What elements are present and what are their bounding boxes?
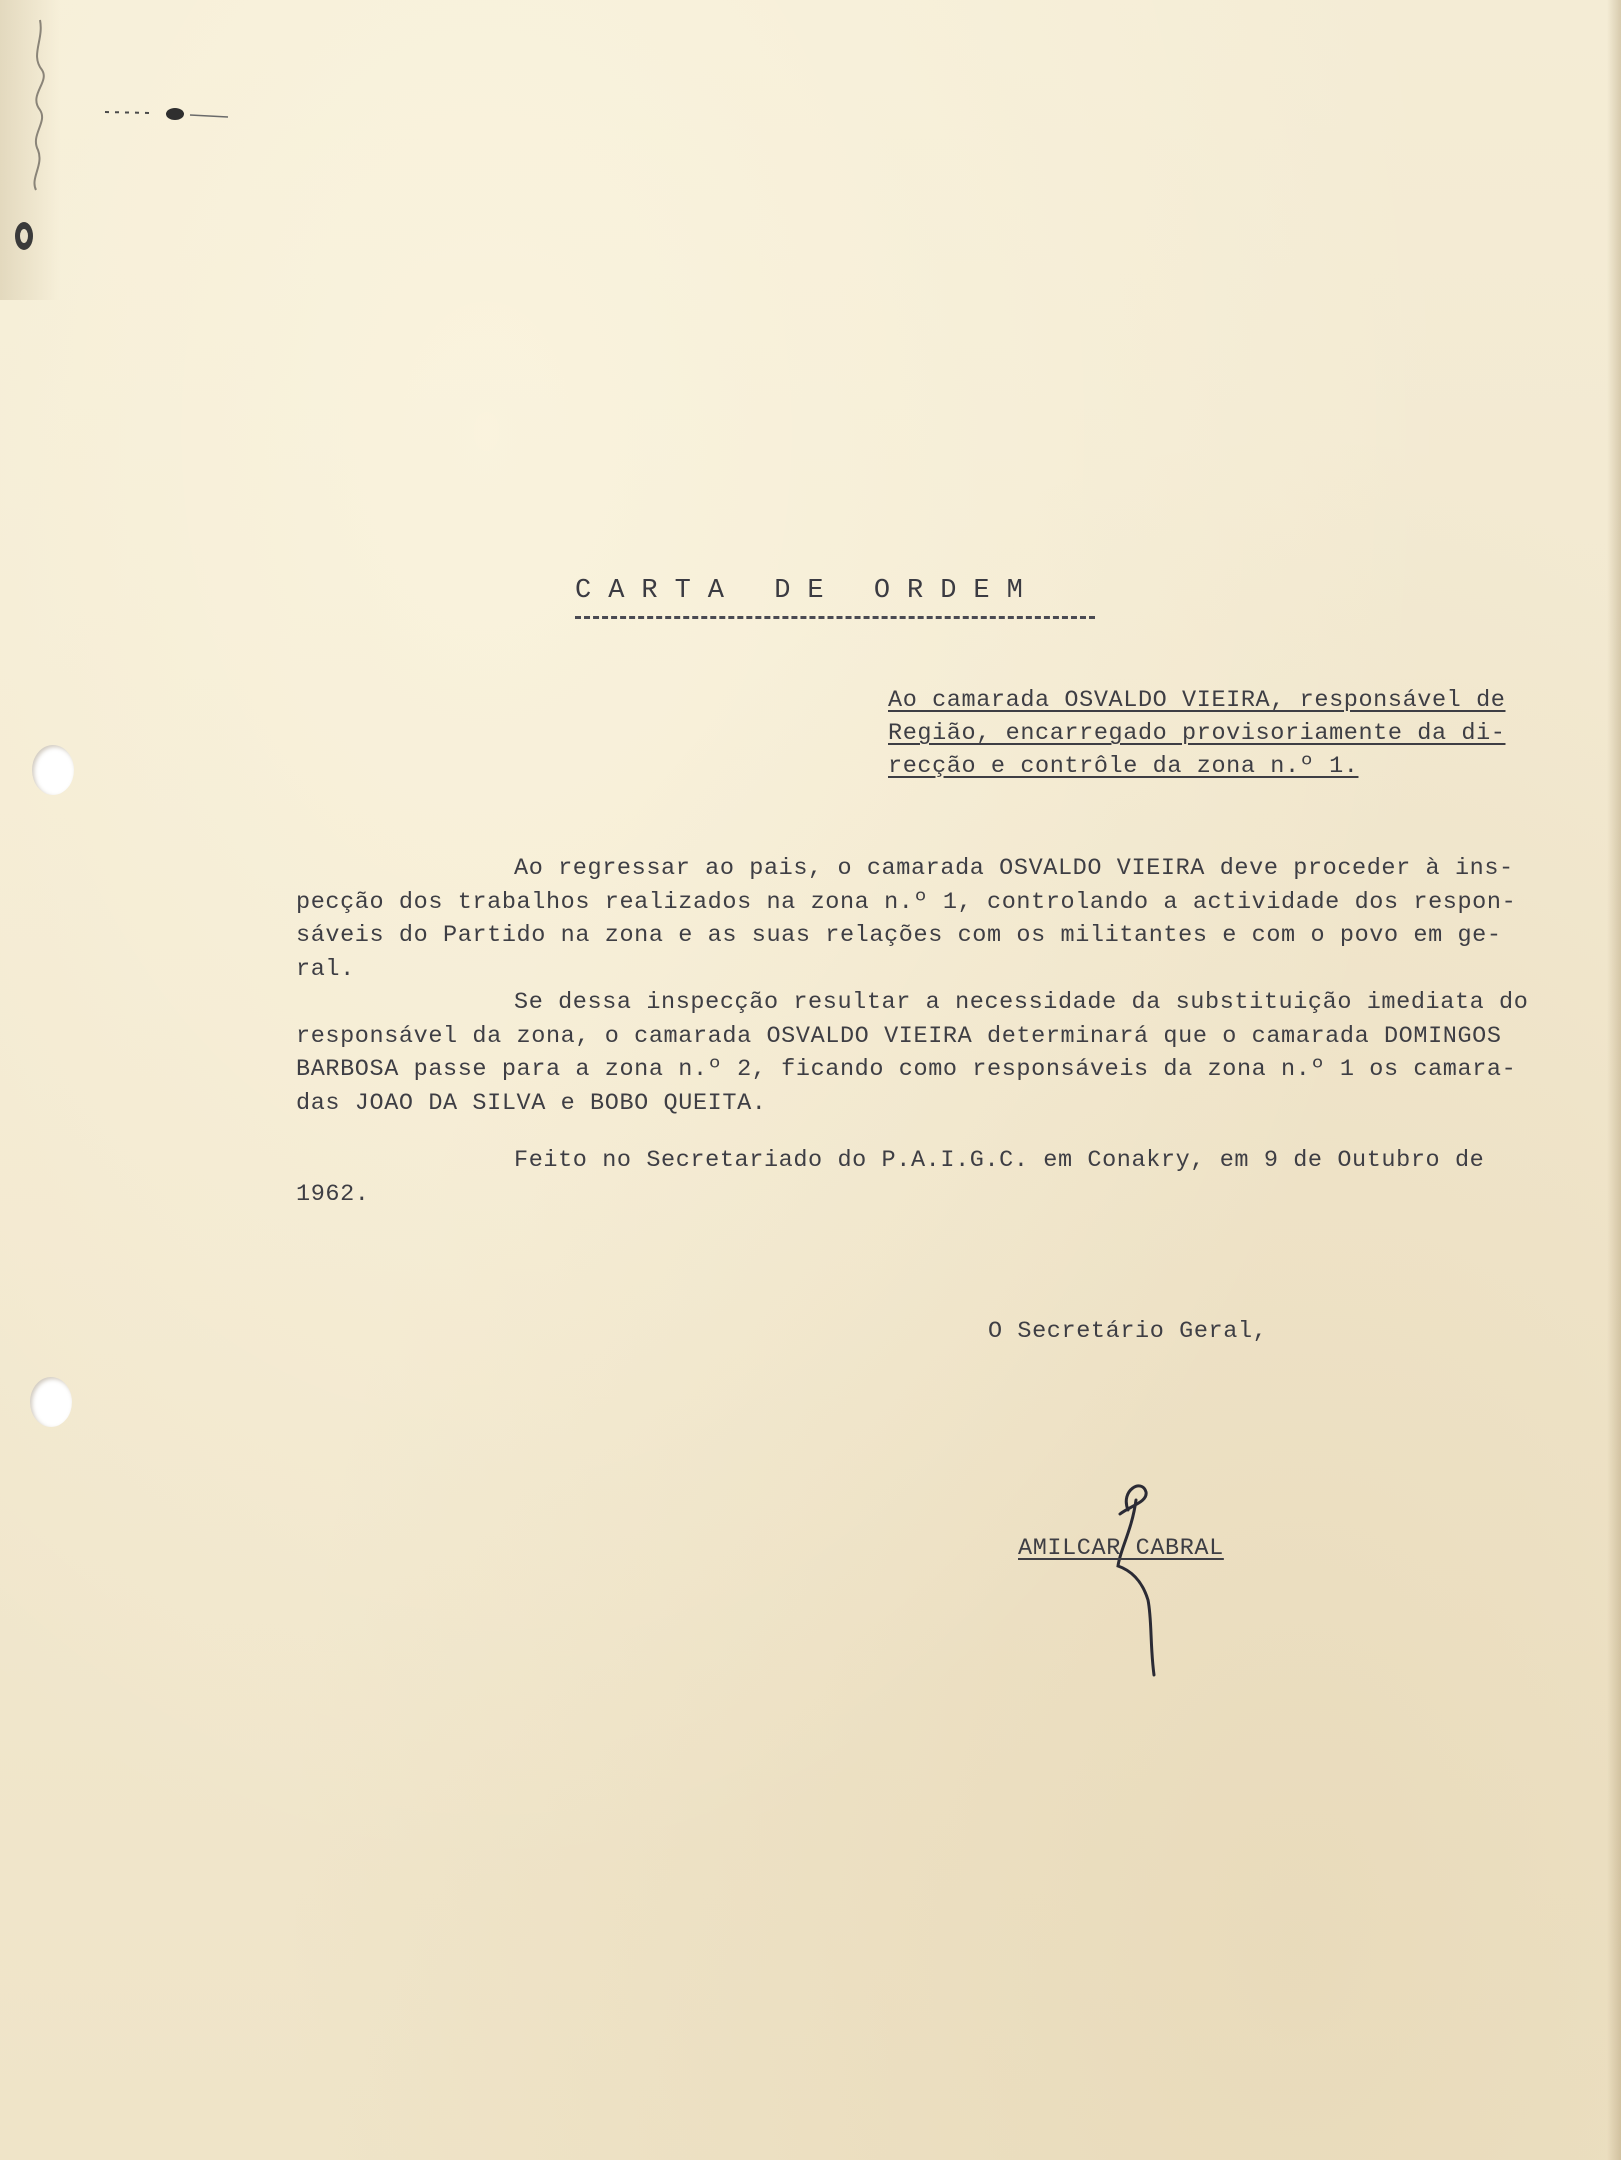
addressee-line: Região, encarregado provisoriamente da di- — [888, 720, 1506, 747]
margin-ink-marks — [0, 0, 260, 280]
paragraph-2-line: Se dessa inspecção resultar a necessidade da substituição imediata do — [514, 989, 1529, 1016]
paragraph-2-line: responsável da zona, o camarada OSVALDO VIEIRA determinará que o camarada DOMINGOS — [296, 1022, 1502, 1050]
paragraph-1-line: ral. — [296, 955, 355, 983]
paragraph-1-line: pecção dos trabalhos realizados na zona n.º 1, controlando a actividade dos respon- — [296, 888, 1517, 916]
closing-line: 1962. — [296, 1180, 370, 1208]
closing-line: Feito no Secretariado do P.A.I.G.C. em Conakry, em 9 de Outubro de — [514, 1147, 1485, 1174]
document-title: CARTA DE ORDEM — [575, 576, 1040, 606]
signatory-name: AMILCAR CABRAL — [1018, 1535, 1224, 1562]
paragraph-2-line: das JOAO DA SILVA e BOBO QUEITA. — [296, 1089, 767, 1117]
paragraph-gap — [296, 1120, 1596, 1144]
paragraph-2-line: BARBOSA passe para a zona n.º 2, ficando como responsáveis da zona n.º 1 os camara- — [296, 1056, 1517, 1083]
letter-body — [296, 852, 1596, 1211]
signature-title: O Secretário Geral, — [988, 1318, 1268, 1345]
paper-edge-shadow — [1607, 0, 1621, 2160]
paragraph-1-line: sáveis do Partido na zona e as suas relações com os militantes e com o povo em ge- — [296, 922, 1502, 949]
handwritten-signature — [1090, 1470, 1180, 1680]
addressee-block — [888, 684, 1558, 783]
paragraph-1-line: Ao regressar ao pais, o camarada OSVALDO VIEIRA deve proceder à ins- — [514, 855, 1514, 882]
addressee-line: Ao camarada OSVALDO VIEIRA, responsável de — [888, 687, 1506, 714]
title-underline — [575, 616, 1095, 619]
addressee-line: recção e contrôle da zona n.º 1. — [888, 753, 1359, 780]
punch-hole-upper — [32, 745, 74, 795]
punch-hole-lower — [30, 1377, 72, 1427]
